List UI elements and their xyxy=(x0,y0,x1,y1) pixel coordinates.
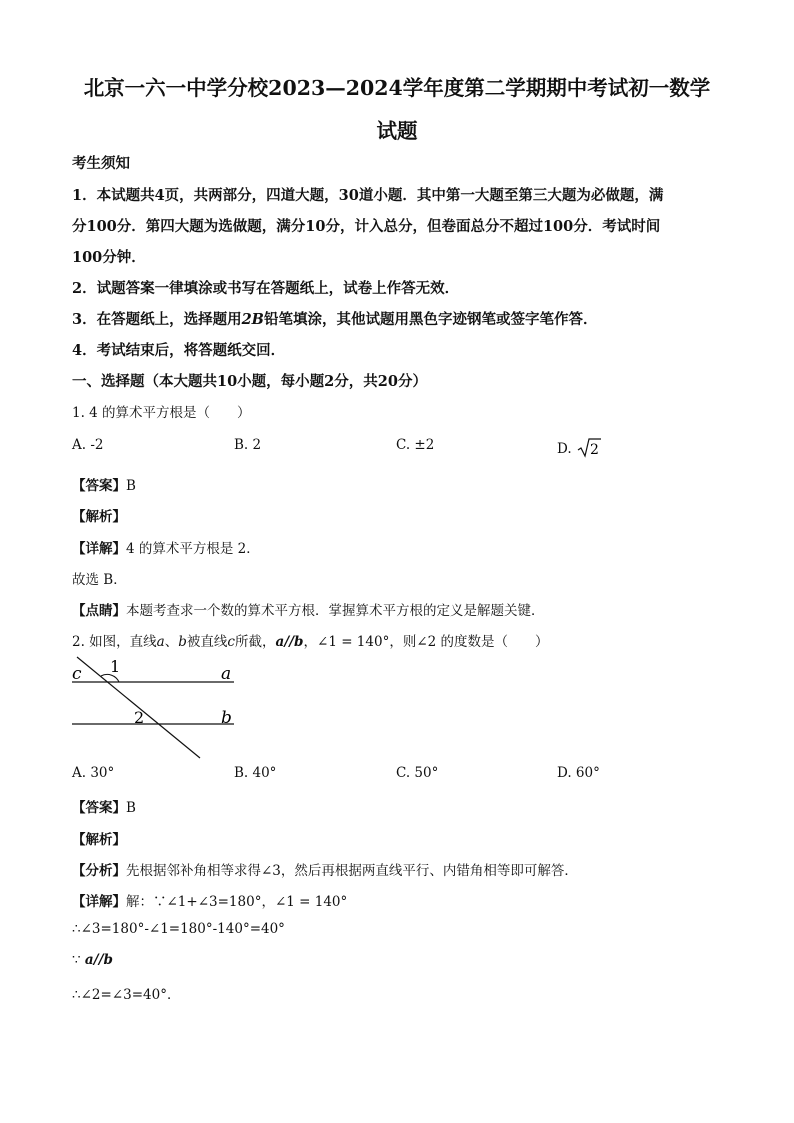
q1-answer xyxy=(72,474,136,494)
q1-detail-label: 【详解】 xyxy=(72,541,126,557)
q1-comment xyxy=(72,599,545,619)
q2-detail xyxy=(72,890,347,910)
q2-detail-label: 【详解】 xyxy=(72,894,126,910)
q2-fenxi xyxy=(72,859,578,879)
q2-stem-b: b xyxy=(178,634,187,650)
q1-detail xyxy=(72,537,260,557)
notice-item-3-pencil: 2B xyxy=(241,311,264,328)
document-title: 北京一六一中学分校2023—2024学年度第二学期期中考试初一数学 xyxy=(83,76,711,100)
q1-analysis-label: 【解析】 xyxy=(72,509,126,525)
notice-item-3-post: 铅笔填涂，其他试题用黑色字迹钢笔或签字笔作答． xyxy=(263,311,598,328)
notice-item-3 xyxy=(72,308,597,329)
q2-fenxi-label: 【分析】 xyxy=(72,863,126,879)
q2-figure xyxy=(68,653,248,763)
notice-heading: 考生须知 xyxy=(72,155,130,172)
q1-stem: 1. 4 的算术平方根是（ ） xyxy=(72,405,251,421)
fig-label-2: 2 xyxy=(134,708,145,727)
q2-stem-sep: 、 xyxy=(164,634,179,650)
q2-option-d: D. 60° xyxy=(557,765,600,781)
notice-item-1: 1．本试题共4页，共两部分，四道大题，30道小题．其中第一大题至第三大题为必做题，满 xyxy=(72,187,664,204)
q2-stem-angle: ，∠1 = 140°，则∠2 的度数是（ ） xyxy=(303,634,549,650)
q1-option-d-label: D. xyxy=(557,441,576,457)
q1-comment-label: 【点睛】 xyxy=(72,603,126,619)
q2-step-2 xyxy=(72,952,113,968)
q1-option-d xyxy=(557,437,602,459)
q2-stem-pre: 2. 如图，直线 xyxy=(72,634,157,650)
sqrt-symbol xyxy=(576,437,602,459)
fig-label-a: a xyxy=(221,664,232,684)
q2-option-a: A. 30° xyxy=(72,765,115,781)
q2-answer xyxy=(72,796,136,816)
q1-choose: 故选 B． xyxy=(72,572,127,588)
notice-item-3-pre: 3．在答题纸上，选择题用 xyxy=(72,311,242,328)
q2-option-b: B. 40° xyxy=(234,765,277,781)
q1-answer-value: B xyxy=(126,478,136,494)
q2-stem xyxy=(72,630,549,650)
fig-label-b: b xyxy=(221,708,232,728)
q1-detail-text: 4 的算术平方根是 2． xyxy=(126,541,260,557)
notice-item-2: 2．试题答案一律填涂或书写在答题纸上，试卷上作答无效． xyxy=(72,280,460,297)
fig-label-c: c xyxy=(72,664,82,684)
q2-stem-cut: 所截， xyxy=(234,634,276,650)
q1-answer-label: 【答案】 xyxy=(72,478,126,494)
q2-option-c: C. 50° xyxy=(396,765,439,781)
q1-option-b: B. 2 xyxy=(234,437,262,453)
notice-item-1-cont: 分100分．第四大题为选做题，满分10分，计入总分，但卷面总分不超过100分．考试时间 xyxy=(72,218,661,235)
q1-option-a: A. -2 xyxy=(72,437,104,453)
q2-step-2-pre: ∵ xyxy=(72,952,85,968)
notice-item-1-cont2: 100分钟． xyxy=(72,249,146,266)
q2-analysis-label: 【解析】 xyxy=(72,832,126,848)
q2-answer-label: 【答案】 xyxy=(72,800,126,816)
q2-step-1: ∴∠3=180°-∠1=180°-140°=40° xyxy=(72,921,285,937)
q2-answer-value: B xyxy=(126,800,136,816)
q1-comment-text: 本题考查求一个数的算术平方根．掌握算术平方根的定义是解题关键． xyxy=(126,603,545,619)
q2-step-3: ∴∠2=∠3=40°． xyxy=(72,987,181,1003)
section-heading: 一、选择题（本大题共10小题，每小题2分，共20分） xyxy=(72,373,427,390)
q2-detail-text: 解：∵∠1+∠3=180°，∠1 = 140° xyxy=(126,894,348,910)
q2-step-2-parallel: a//b xyxy=(84,952,113,968)
document-title-cont: 试题 xyxy=(376,119,418,143)
q1-option-d-radicand: 2 xyxy=(589,442,599,458)
q2-stem-c: c xyxy=(227,634,235,650)
notice-item-4: 4．考试结束后，将答题纸交回． xyxy=(72,342,286,359)
q2-stem-a: a xyxy=(156,634,165,650)
q1-option-c: C. ±2 xyxy=(396,437,435,453)
q2-stem-parallel: a//b xyxy=(275,634,304,650)
q2-fenxi-text: 先根据邻补角相等求得∠3，然后再根据两直线平行、内错角相等即可解答． xyxy=(126,863,578,879)
fig-label-1: 1 xyxy=(110,657,121,676)
q2-stem-mid: 被直线 xyxy=(186,634,228,650)
